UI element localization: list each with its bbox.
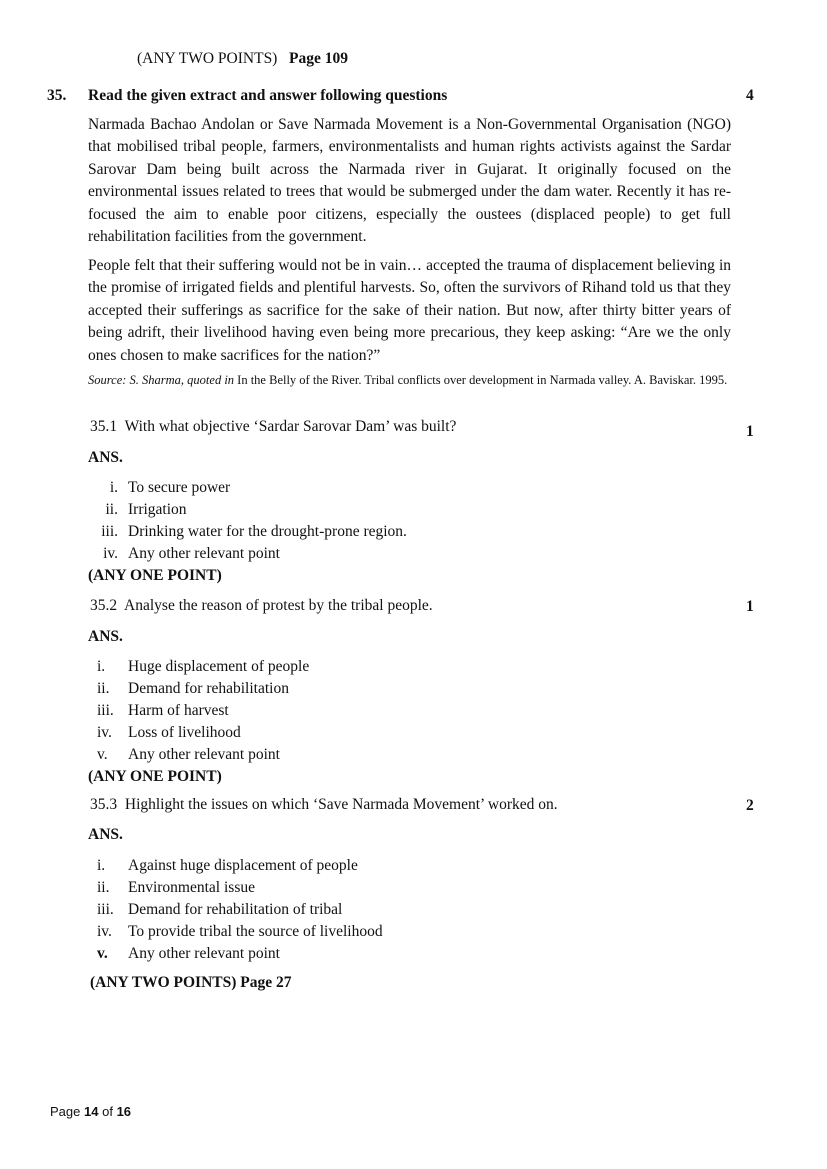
point-number: v. — [97, 746, 108, 763]
point-number: iii. — [97, 702, 114, 719]
point-text: Environmental issue — [128, 879, 255, 896]
answer-note: (ANY ONE POINT) — [88, 567, 222, 584]
subquestion-35-1 — [90, 418, 456, 436]
answer-note: (ANY TWO POINTS) Page 27 — [90, 974, 292, 991]
extract-paragraph-1: Narmada Bachao Andolan or Save Narmada Movement is a Non-Governmental Organisation (NGO) that mobilised tribal people, farmers, environmentalists and human rights activists against the Sardar Sarovar Dam being built across the Narmada river in Gujarat. It originally focused on the environmental issues related to trees that would be submerged under the dam water. Recently it has re-focused the aim to enable poor citizens, especially the oustees (displaced people) to get full rehabilitation facilities from the government. — [88, 116, 731, 246]
point-number: ii. — [97, 680, 110, 697]
point-text: Harm of harvest — [128, 702, 229, 719]
point-text: Any other relevant point — [128, 945, 280, 962]
subquestion-marks: 1 — [746, 423, 754, 440]
question-prompt: Read the given extract and answer following questions — [88, 87, 448, 104]
subquestion-text: Analyse the reason of protest by the tribal people. — [124, 597, 433, 614]
point-text: To secure power — [128, 479, 231, 496]
subquestion-marks: 2 — [746, 797, 754, 814]
extract-paragraph-2: People felt that their suffering would not be in vain… accepted the trauma of displacement believing in the promise of irrigated fields and plentiful harvests. So, often the survivors of Rihand told us that they accepted their sufferings as sacrifice for the sake of their nation. But now, after thirty bitter years of being adrift, their livelihood having even being more precarious, they keep asking: “Are we the only ones chosen to make sacrifices for the nation?” — [88, 257, 731, 364]
point-text: Any other relevant point — [128, 746, 280, 763]
footer-total-pages: 16 — [116, 1104, 132, 1119]
point-text: To provide tribal the source of livelihood — [128, 923, 383, 940]
question-number: 35. — [47, 87, 67, 104]
subquestion-marks: 1 — [746, 598, 754, 615]
point-number: iv. — [97, 923, 112, 940]
point-number: iv. — [97, 724, 112, 741]
point-number: v. — [97, 945, 108, 962]
point-number: ii. — [105, 501, 118, 518]
subquestion-35-2 — [90, 597, 433, 615]
source-rest: In the Belly of the River. Tribal conflicts over development in Narmada valley. A. Baviskar. 1995. — [237, 373, 728, 387]
point-number: iv. — [103, 545, 118, 562]
point-text: Huge displacement of people — [128, 658, 310, 675]
point-text: Any other relevant point — [128, 545, 280, 562]
footer-current-page: 14 — [84, 1104, 99, 1119]
subquestion-text: With what objective ‘Sardar Sarovar Dam’ was built? — [124, 418, 457, 435]
point-text: Against huge displacement of people — [128, 857, 358, 874]
extract-source — [88, 370, 731, 390]
answer-label: ANS. — [88, 826, 123, 843]
answer-note: (ANY ONE POINT) — [88, 768, 222, 785]
subquestion-number: 35.2 — [90, 597, 118, 614]
subquestion-35-3 — [90, 796, 558, 814]
top-note — [137, 50, 348, 68]
point-number: iii. — [97, 901, 114, 918]
point-number: i. — [97, 658, 106, 675]
footer-of-word: of — [102, 1104, 113, 1119]
footer-page-word: Page — [50, 1104, 81, 1119]
point-number: iii. — [101, 523, 118, 540]
point-text: Drinking water for the drought-prone region. — [128, 523, 407, 540]
point-number: ii. — [97, 879, 110, 896]
source-italic: Source: S. Sharma, quoted in — [88, 373, 235, 387]
top-note-text: (ANY TWO POINTS) — [137, 50, 278, 67]
answer-label: ANS. — [88, 449, 123, 466]
subquestion-number: 35.3 — [90, 796, 118, 813]
answer-label: ANS. — [88, 628, 123, 645]
top-note-page-ref: Page 109 — [288, 50, 348, 67]
point-text: Demand for rehabilitation of tribal — [128, 901, 343, 918]
subquestion-number: 35.1 — [90, 418, 118, 435]
point-number: i. — [97, 857, 106, 874]
page-footer — [50, 1104, 131, 1119]
point-number: i. — [109, 479, 118, 496]
point-text: Irrigation — [128, 501, 187, 518]
point-text: Demand for rehabilitation — [128, 680, 289, 697]
question-marks: 4 — [746, 87, 754, 104]
point-text: Loss of livelihood — [128, 724, 241, 741]
subquestion-text: Highlight the issues on which ‘Save Narmada Movement’ worked on. — [124, 796, 558, 813]
